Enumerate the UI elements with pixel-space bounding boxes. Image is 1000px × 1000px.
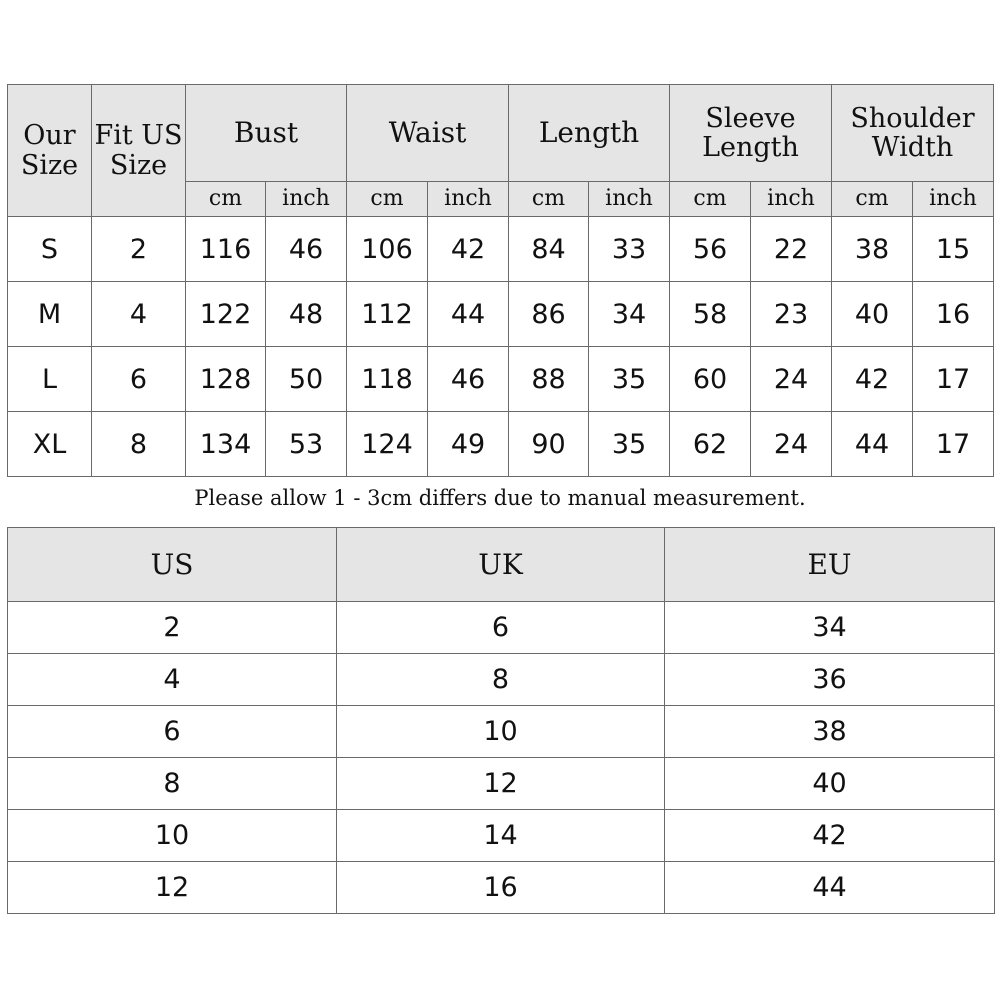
table-cell: 4 <box>92 282 186 347</box>
table-cell: 49 <box>428 412 509 477</box>
table-cell: 2 <box>92 217 186 282</box>
conversion-header-row <box>8 528 995 602</box>
header-length <box>509 85 670 182</box>
table-cell: 35 <box>589 412 670 477</box>
table-cell: 24 <box>751 347 832 412</box>
table-cell: 134 <box>186 412 266 477</box>
unit-cm: cm <box>832 182 913 217</box>
header-eu: EU <box>665 528 995 602</box>
header-bust <box>186 85 347 182</box>
table-cell: 90 <box>509 412 589 477</box>
table-cell: 50 <box>266 347 347 412</box>
header-our-size <box>8 85 92 217</box>
table-cell: 2 <box>8 602 337 654</box>
table-cell: 10 <box>337 706 665 758</box>
table-cell: 56 <box>670 217 751 282</box>
size-chart-header-row <box>8 85 994 182</box>
unit-cm: cm <box>509 182 589 217</box>
table-row <box>8 758 995 810</box>
size-chart-table <box>7 84 994 477</box>
header-uk: UK <box>337 528 665 602</box>
table-cell: 88 <box>509 347 589 412</box>
table-cell: 16 <box>913 282 994 347</box>
table-cell: 34 <box>589 282 670 347</box>
measurement-note: Please allow 1 - 3cm differs due to manual measurement. <box>194 486 806 510</box>
header-fit-us-size-label: Fit US Size <box>94 120 183 181</box>
table-cell: 6 <box>8 706 337 758</box>
header-length-label: Length <box>538 115 640 149</box>
table-cell: 86 <box>509 282 589 347</box>
table-cell: L <box>8 347 92 412</box>
header-waist <box>347 85 509 182</box>
header-sleeve-length <box>670 85 832 182</box>
table-cell: 84 <box>509 217 589 282</box>
table-cell: 12 <box>337 758 665 810</box>
header-shoulder-width-label: Shoulder Width <box>850 102 975 163</box>
header-bust-label: Bust <box>233 115 299 149</box>
table-cell: 24 <box>751 412 832 477</box>
table-cell: 40 <box>665 758 995 810</box>
unit-inch: inch <box>266 182 347 217</box>
table-cell: 22 <box>751 217 832 282</box>
header-our-size-label: Our Size <box>20 120 79 181</box>
unit-inch: inch <box>913 182 994 217</box>
table-cell: 35 <box>589 347 670 412</box>
unit-cm: cm <box>670 182 751 217</box>
table-cell: 6 <box>92 347 186 412</box>
size-conversion-table <box>7 527 995 914</box>
table-row <box>8 412 994 477</box>
conversion-body <box>8 602 995 914</box>
table-cell: 8 <box>8 758 337 810</box>
unit-inch: inch <box>751 182 832 217</box>
header-waist-label: Waist <box>388 115 467 149</box>
table-cell: 14 <box>337 810 665 862</box>
table-cell: 124 <box>347 412 428 477</box>
table-cell: 16 <box>337 862 665 914</box>
table-cell: 58 <box>670 282 751 347</box>
table-cell: 23 <box>751 282 832 347</box>
table-row <box>8 654 995 706</box>
table-row <box>8 282 994 347</box>
table-cell: 34 <box>665 602 995 654</box>
table-cell: 17 <box>913 347 994 412</box>
unit-cm: cm <box>347 182 428 217</box>
table-row <box>8 706 995 758</box>
table-cell: 6 <box>337 602 665 654</box>
table-cell: 46 <box>428 347 509 412</box>
table-cell: 15 <box>913 217 994 282</box>
table-cell: 33 <box>589 217 670 282</box>
table-row <box>8 217 994 282</box>
table-cell: 8 <box>337 654 665 706</box>
table-cell: 44 <box>832 412 913 477</box>
table-row <box>8 602 995 654</box>
table-cell: S <box>8 217 92 282</box>
table-cell: 42 <box>428 217 509 282</box>
table-cell: 38 <box>665 706 995 758</box>
table-cell: 17 <box>913 412 994 477</box>
table-cell: 44 <box>665 862 995 914</box>
header-sleeve-length-label: Sleeve Length <box>702 102 799 163</box>
table-cell: 116 <box>186 217 266 282</box>
header-shoulder-width <box>832 85 994 182</box>
table-cell: 44 <box>428 282 509 347</box>
table-cell: 4 <box>8 654 337 706</box>
table-cell: 112 <box>347 282 428 347</box>
size-chart-body <box>8 217 994 477</box>
table-cell: 42 <box>665 810 995 862</box>
table-row <box>8 810 995 862</box>
table-cell: 10 <box>8 810 337 862</box>
table-cell: 53 <box>266 412 347 477</box>
unit-inch: inch <box>589 182 670 217</box>
table-cell: M <box>8 282 92 347</box>
table-cell: 106 <box>347 217 428 282</box>
table-cell: 40 <box>832 282 913 347</box>
table-cell: 8 <box>92 412 186 477</box>
unit-inch: inch <box>428 182 509 217</box>
table-cell: 38 <box>832 217 913 282</box>
table-cell: 122 <box>186 282 266 347</box>
table-cell: 46 <box>266 217 347 282</box>
table-cell: 12 <box>8 862 337 914</box>
header-fit-us-size <box>92 85 186 217</box>
table-cell: 36 <box>665 654 995 706</box>
table-cell: 118 <box>347 347 428 412</box>
table-row <box>8 862 995 914</box>
unit-cm: cm <box>186 182 266 217</box>
table-cell: 42 <box>832 347 913 412</box>
table-cell: 60 <box>670 347 751 412</box>
table-cell: 62 <box>670 412 751 477</box>
table-cell: 48 <box>266 282 347 347</box>
header-us: US <box>8 528 337 602</box>
table-cell: 128 <box>186 347 266 412</box>
table-cell: XL <box>8 412 92 477</box>
table-row <box>8 347 994 412</box>
